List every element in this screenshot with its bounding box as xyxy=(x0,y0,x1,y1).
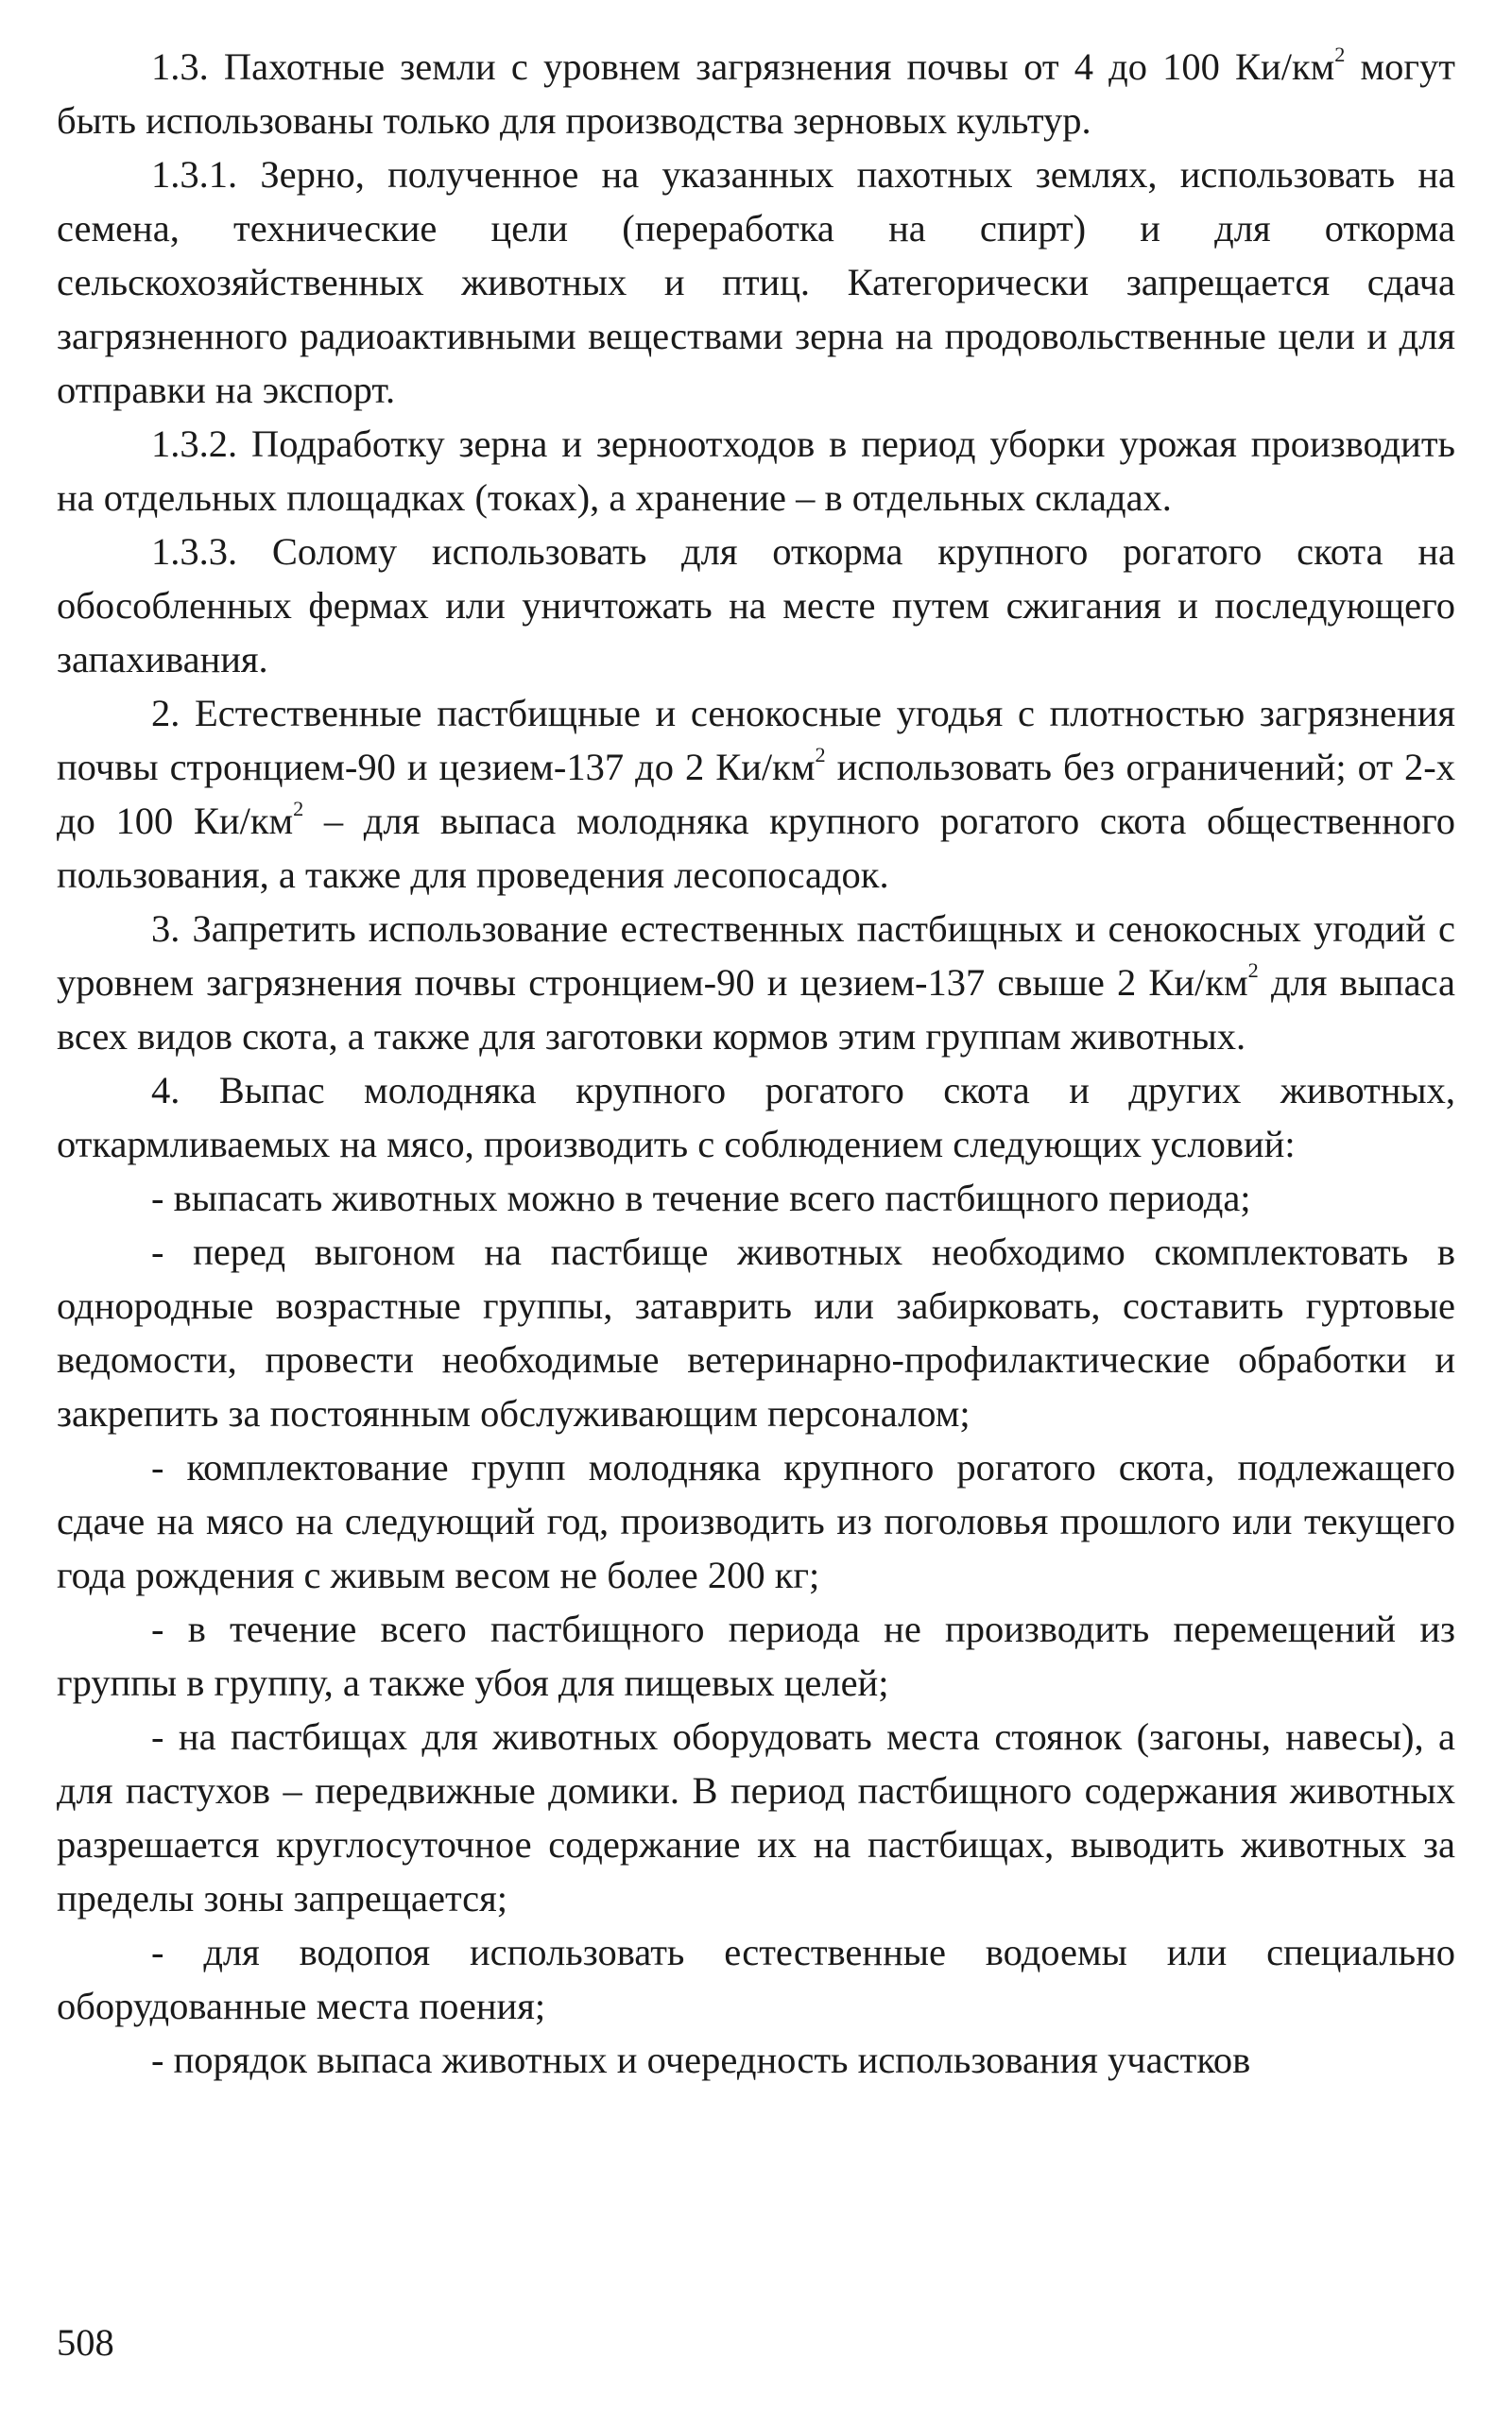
paragraph-1-3-2: 1.3.2. Подработку зерна и зерноотходов в период уборки урожая производить на отдельных площадках (токах), а хранение – в отдельных складах. xyxy=(57,422,1455,519)
paragraph-1-3-3: 1.3.3. Солому использовать для откорма крупного рогатого скота на обособленных фермах или уничтожать на месте путем сжигания и последующего запахивания. xyxy=(57,530,1455,680)
list-item-grazing-order: - порядок выпаса животных и очередность использования участков xyxy=(151,2039,1251,2081)
paragraph-4: 4. Выпас молодняка крупного рогатого скота и других животных, откармливаемых на мясо, производить с соблюдением следующих условий: xyxy=(57,1069,1455,1165)
list-item-no-transfers: - в течение всего пастбищного периода не производить перемещений из группы в группу, а также убоя для пищевых целей; xyxy=(57,1608,1455,1704)
page-body xyxy=(57,40,1455,2087)
paragraph-1-3-1: 1.3.1. Зерно, полученное на указанных пахотных землях, использовать на семена, технические цели (переработка на спирт) и для откорма сельскохозяйственных животных и птиц. Категорически запрещается сдача загрязненного радиоактивными веществами зерна на продовольственные цели и для отправки на экспорт. xyxy=(57,153,1455,411)
list-item-watering: - для водопоя использовать естественные водоемы или специально оборудованные места поения; xyxy=(57,1931,1455,2027)
list-item-grazing-period: - выпасать животных можно в течение всего пастбищного периода; xyxy=(151,1177,1251,1219)
paragraph-2: 2. Естественные пастбищные и сенокосные угодья с плотностью загрязнения почвы стронцием-90 и цезием-137 до 2 $Ки/км^2$ использовать без ограничений; от 2-х до 100 $Ки/км^2$ – для выпаса молодняка крупного рогатого скота общественного пользования, а также для проведения лесопосадок. xyxy=(57,692,1455,896)
list-item-pasture-facilities: - на пастбищах для животных оборудовать места стоянок (загоны, навесы), а для пастухов – передвижные домики. В период пастбищного содержания животных разрешается круглосуточное содержание их на пастбищах, выводить животных за пределы зоны запрещается; xyxy=(57,1715,1455,1919)
list-item-group-formation: - комплектование групп молодняка крупного рогатого скота, подлежащего сдаче на мясо на следующий год, производить из поголовья прошлого или текущего года рождения с живым весом не более 200 кг; xyxy=(57,1446,1455,1596)
paragraph-3: 3. Запретить использование естественных пастбищных и сенокосных угодий с уровнем загрязнения почвы стронцием-90 и цезием-137 свыше 2 $Ки/км^2$ для выпаса всех видов скота, а также для заготовки кормов этим группам животных. xyxy=(57,907,1456,1058)
paragraph-1-3: 1.3. Пахотные земли с уровнем загрязнения почвы от 4 до 100 $Ки/км^2$ могут быть использованы только для производства зерновых культур. xyxy=(57,43,1455,142)
page-number: 508 xyxy=(57,2321,114,2364)
list-item-grouping: - перед выгоном на пастбище животных необходимо скомплектовать в однородные возрастные группы, затаврить или забирковать, составить гуртовые ведомости, провести необходимые ветеринарно-профилактические обработки и закрепить за постоянным обслуживающим персоналом; xyxy=(57,1231,1455,1435)
